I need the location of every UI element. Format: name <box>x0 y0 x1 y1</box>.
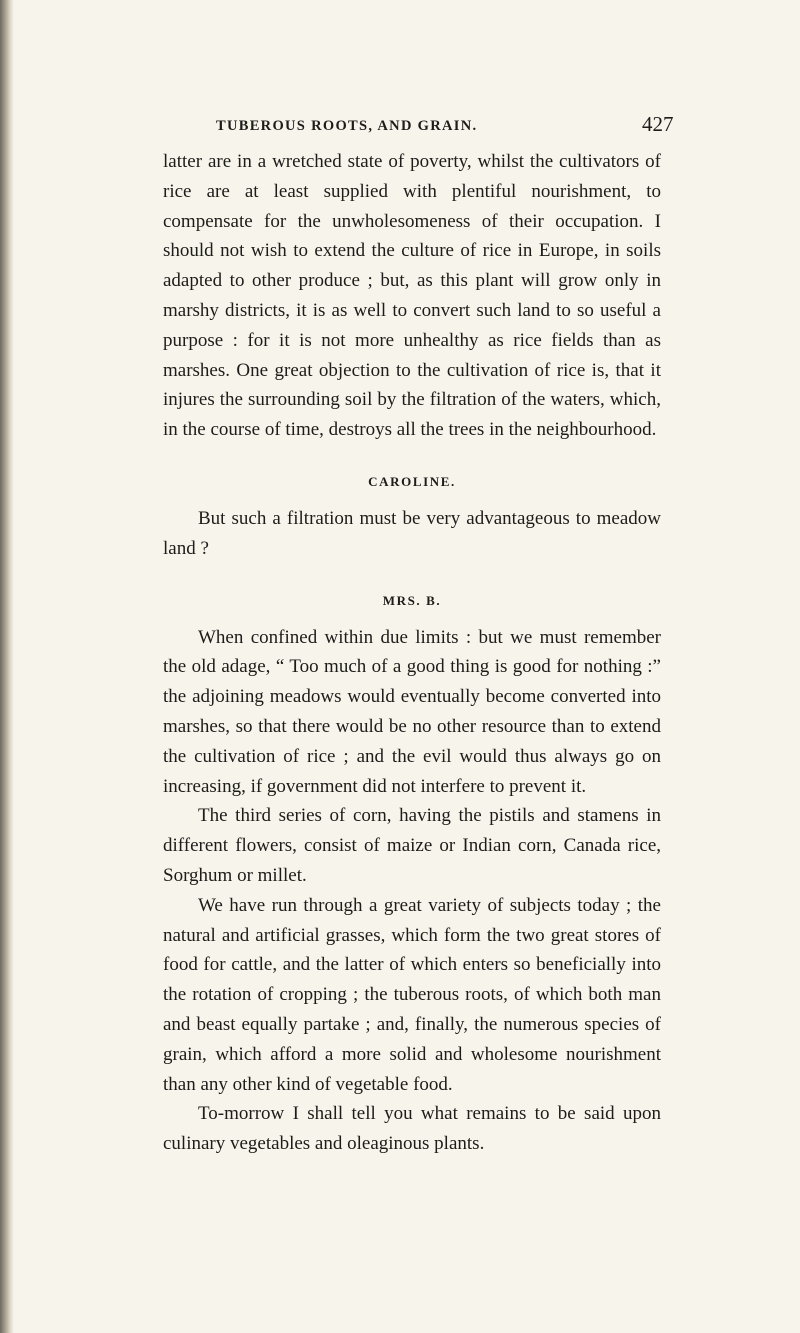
running-head <box>0 112 800 142</box>
paragraph-summary: We have run through a great variety of subjects today ; the natural and artificial grasses, which form the two great stores of food for cattle, and the latter of which enters so beneficially into the rotation of cropping ; the tuberous roots, of which both man and beast equally partake ; and, finally, the numerous species of grain, which afford a more solid and wholesome nourishment than any other kind of vegetable food. <box>163 894 661 1095</box>
speaker-caroline: CAROLINE. <box>368 473 456 489</box>
body-text <box>163 147 661 1159</box>
paragraph-caroline-question: But such a filtration must be very advantageous to meadow land ? <box>163 507 661 559</box>
paragraph-third-series: The third series of corn, having the pistils and stamens in different flowers, consist of maize or Indian corn, Canada rice, Sorghum or millet. <box>163 805 661 886</box>
speaker-mrs-b: MRS. B. <box>382 592 442 608</box>
paragraph-tomorrow: To-morrow I shall tell you what remains to be said upon culinary vegetables and oleaginous plants. <box>163 1103 661 1155</box>
paragraph-continuation: latter are in a wretched state of poverty, whilst the cultivators of rice are at least supplied with plentiful nourishment, to compensate for the unwholesomeness of their occupation. I should not wish to extend the culture of rice in Europe, in soils adapted to other produce ; but, as this plant will grow only in marshy districts, it is as well to convert such land to so useful a purpose : for it is not more unhealthy as rice fields than as marshes. One great objection to the cultivation of rice is, that it injures the surrounding soil by the filtration of the waters, which, in the course of time, destroys all the trees in the neighbourhood. <box>163 151 661 441</box>
running-head-title: TUBEROUS ROOTS, AND GRAIN. <box>216 118 478 134</box>
page-number: 427 <box>642 112 674 136</box>
paragraph-mrs-b-reply: When confined within due limits : but we must remember the old adage, “ Too much of a good thing is good for nothing :” the adjoining meadows would eventually become converted into marshes, so that there would be no other resource than to extend the cultivation of rice ; and the evil would thus always go on increasing, if government did not interfere to prevent it. <box>163 626 661 797</box>
